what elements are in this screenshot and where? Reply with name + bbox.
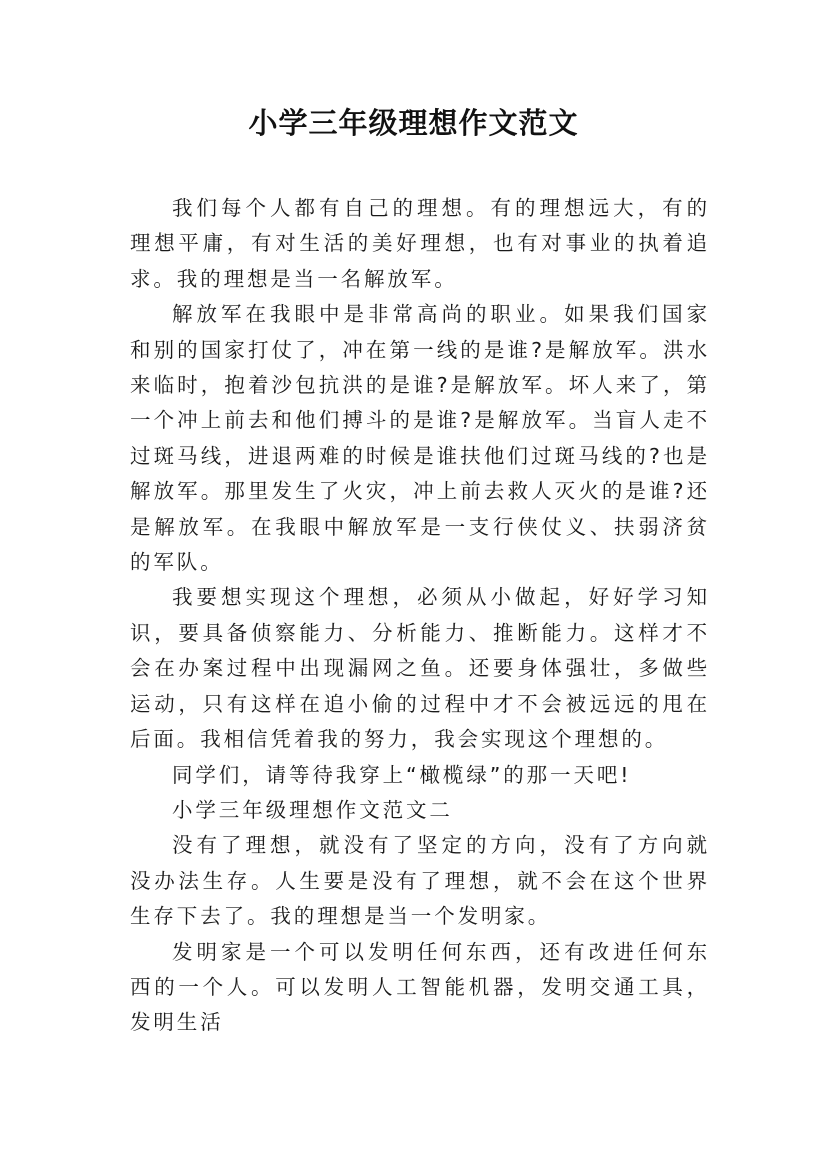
paragraph: 没有了理想，就没有了坚定的方向，没有了方向就没办法生存。人生要是没有了理想，就不会在这个世界生存下去了。我的理想是当一个发明家。 [130,833,710,929]
document-body [130,191,710,1041]
paragraph: 我要想实现这个理想，必须从小做起，好好学习知识，要具备侦察能力、分析能力、推断能力。这样才不会在办案过程中出现漏网之鱼。还要身体强壮，多做些运动，只有这样在追小偷的过程中才不会被远远的甩在后面。我相信凭着我的努力，我会实现这个理想的。 [130,585,710,752]
document-title: 小学三年级理想作文范文 [248,106,579,140]
paragraph: 我们每个人都有自己的理想。有的理想远大，有的理想平庸，有对生活的美好理想，也有对事业的执着追求。我的理想是当一名解放军。 [130,196,710,291]
section-heading: 小学三年级理想作文范文二 [172,797,453,822]
paragraph: 同学们，请等待我穿上“橄榄绿”的那一天吧! [172,762,632,787]
paragraph: 发明家是一个可以发明任何东西，还有改进任何东西的一个人。可以发明人工智能机器，发明交通工具，发明生活 [130,939,710,1035]
paragraph: 解放军在我眼中是非常高尚的职业。如果我们国家和别的国家打仗了，冲在第一线的是谁?是解放军。洪水来临时，抱着沙包抗洪的是谁?是解放军。坏人来了，第一个冲上前去和他们搏斗的是谁?是解放军。当盲人走不过斑马线，进退两难的时候是谁扶他们过斑马线的?也是解放军。那里发生了火灾，冲上前去救人灭火的是谁?还是解放军。在我眼中解放军是一支行侠仗义、扶弱济贫的军队。 [130,302,710,575]
